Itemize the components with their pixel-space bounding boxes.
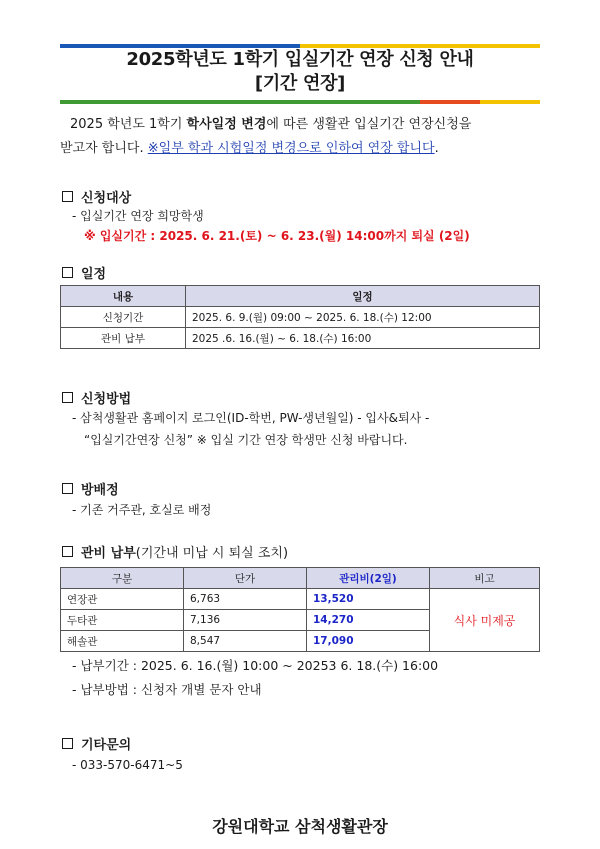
section-method bbox=[60, 387, 540, 451]
checkbox-bullet-icon bbox=[62, 191, 73, 202]
target-item: - 입실기간 연장 희망학생 bbox=[72, 209, 204, 223]
section-heading-label: 신청대상 bbox=[81, 190, 132, 206]
table-row bbox=[61, 307, 540, 328]
section-contact bbox=[60, 733, 540, 777]
intro-text: . bbox=[434, 141, 439, 156]
fee-table bbox=[60, 567, 540, 652]
intro-line-1 bbox=[60, 113, 540, 137]
section-fee bbox=[60, 541, 540, 702]
column-header: 내용 bbox=[61, 286, 186, 307]
table-cell: 해솔관 bbox=[61, 631, 184, 652]
intro-line-2 bbox=[60, 137, 540, 161]
intro-text: 받고자 합니다. bbox=[60, 141, 148, 156]
section-heading bbox=[60, 478, 540, 498]
fee-note-cell: 식사 미제공 bbox=[430, 589, 540, 652]
column-header: 단가 bbox=[184, 568, 307, 589]
document-title bbox=[60, 48, 540, 96]
intro-text: 2025 학년도 1학기 bbox=[70, 117, 187, 132]
checkbox-bullet-icon bbox=[62, 738, 73, 749]
table-header-row bbox=[61, 568, 540, 589]
bottom-bar-segment bbox=[420, 100, 480, 104]
table-cell: 6,763 bbox=[184, 589, 307, 610]
column-header: 일정 bbox=[186, 286, 540, 307]
table-cell: 2025. 6. 9.(월) 09:00 ~ 2025. 6. 18.(수) 12:00 bbox=[186, 307, 540, 328]
table-cell: 13,520 bbox=[307, 589, 430, 610]
issuer-signature: 강원대학교 삼척생활관장 bbox=[212, 817, 388, 836]
table-cell: 2025 .6. 16.(월) ~ 6. 18.(수) 16:00 bbox=[186, 328, 540, 349]
fee-period: - 납부기간 : 2025. 6. 16.(월) 10:00 ~ 20253 6. 18.(수) 16:00 bbox=[72, 658, 439, 673]
section-schedule bbox=[60, 262, 540, 349]
section-heading bbox=[60, 733, 540, 753]
bottom-bar-segment bbox=[60, 100, 240, 104]
target-highlight: ※ 입실기간 : 2025. 6. 21.(토) ~ 6. 23.(월) 14:00까지 퇴실 (2일) bbox=[84, 229, 470, 243]
section-heading bbox=[60, 387, 540, 407]
table-cell: 14,270 bbox=[307, 610, 430, 631]
table-cell: 관비 납부 bbox=[61, 328, 186, 349]
table-cell: 17,090 bbox=[307, 631, 430, 652]
fee-method: - 납부방법 : 신청자 개별 문자 안내 bbox=[72, 682, 262, 697]
intro-bold-text: 학사일정 변경 bbox=[186, 117, 267, 132]
section-heading bbox=[60, 262, 540, 282]
bottom-bar-segment bbox=[480, 100, 540, 104]
column-header: 관리비(2일) bbox=[307, 568, 430, 589]
method-line-1: - 삼척생활관 홈페이지 로그인(ID-학번, PW-생년월일) - 입사&퇴사 - bbox=[72, 411, 430, 425]
title-line-2: [기간 연장] bbox=[254, 73, 346, 94]
checkbox-bullet-icon bbox=[62, 483, 73, 494]
column-header: 구분 bbox=[61, 568, 184, 589]
table-cell: 연장관 bbox=[61, 589, 184, 610]
method-line-2: “입실기간연장 신청” ※ 입실 기간 연장 학생만 신청 바랍니다. bbox=[84, 433, 408, 447]
table-row bbox=[61, 328, 540, 349]
checkbox-bullet-icon bbox=[62, 392, 73, 403]
table-cell: 신청기간 bbox=[61, 307, 186, 328]
section-heading bbox=[60, 541, 540, 561]
section-heading-label: 기타문의 bbox=[81, 737, 132, 753]
section-heading-label: 신청방법 bbox=[81, 391, 132, 407]
section-heading-label: 관비 납부 bbox=[81, 545, 136, 561]
intro-paragraph bbox=[60, 113, 540, 161]
title-line-1: 2025학년도 1학기 입실기간 연장 신청 안내 bbox=[126, 49, 474, 70]
section-target bbox=[60, 186, 540, 246]
checkbox-bullet-icon bbox=[62, 546, 73, 557]
bottom-bar-segment bbox=[240, 100, 420, 104]
title-bottom-bar bbox=[60, 100, 540, 104]
column-header: 비고 bbox=[430, 568, 540, 589]
table-cell: 두타관 bbox=[61, 610, 184, 631]
section-room bbox=[60, 478, 540, 522]
room-item: - 기존 거주관, 호실로 배정 bbox=[72, 503, 212, 517]
table-cell: 8,547 bbox=[184, 631, 307, 652]
section-heading-note: (기간내 미납 시 퇴실 조치) bbox=[135, 545, 289, 561]
intro-notice: ※일부 학과 시험일정 변경으로 인하여 연장 합니다 bbox=[147, 141, 435, 156]
section-heading bbox=[60, 186, 540, 206]
table-header-row bbox=[61, 286, 540, 307]
checkbox-bullet-icon bbox=[62, 267, 73, 278]
table-row bbox=[61, 589, 540, 610]
table-cell: 7,136 bbox=[184, 610, 307, 631]
section-heading-label: 방배정 bbox=[81, 482, 119, 498]
section-heading-label: 일정 bbox=[81, 266, 107, 282]
intro-text: 에 따른 생활관 입실기간 연장신청을 bbox=[266, 117, 472, 132]
schedule-table bbox=[60, 285, 540, 349]
contact-item: - 033-570-6471~5 bbox=[72, 758, 183, 772]
